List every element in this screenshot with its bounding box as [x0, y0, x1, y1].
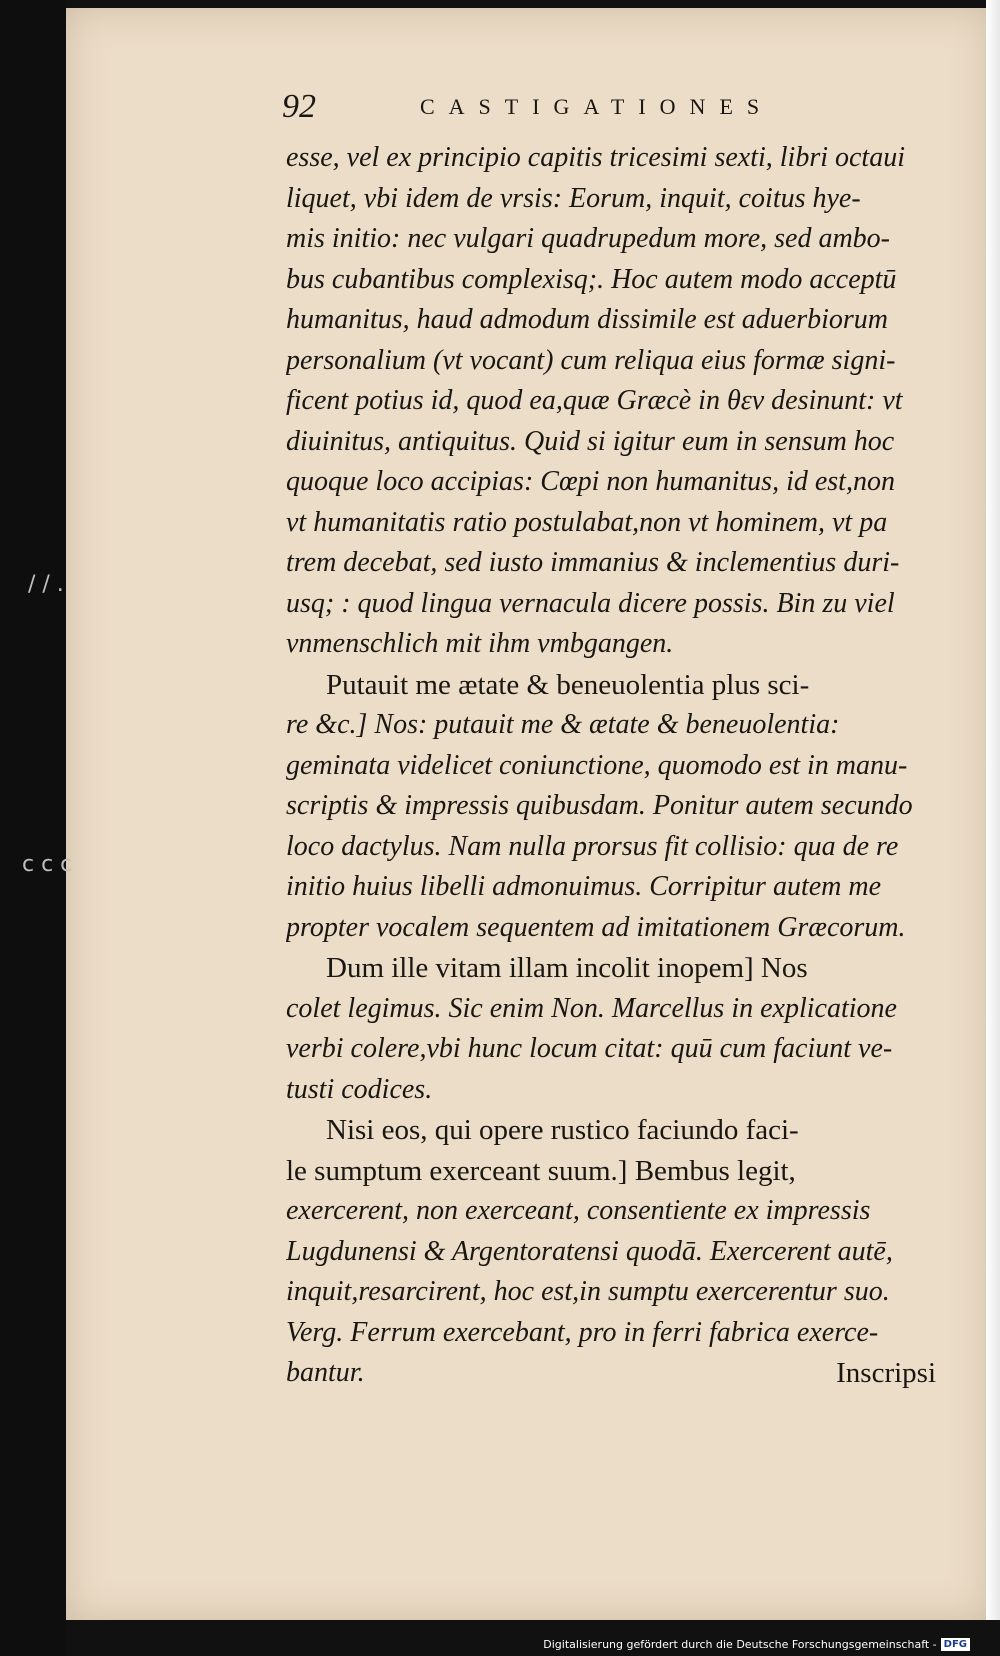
running-head: CASTIGATIONES: [420, 94, 774, 119]
text-line: Verg. Ferrum exercebant, pro in ferri fabrica exerce-: [286, 1316, 879, 1348]
page-number: 92: [282, 88, 316, 125]
text-line: Lugdunensi & Argentoratensi quodā. Exercerent autē,: [286, 1235, 893, 1267]
lemma-line: Putauit me ætate & beneuolentia plus sci-: [326, 668, 810, 701]
text-line: scriptis & impressis quibusdam. Ponitur autem secundo: [286, 790, 913, 821]
text-line: diuinitus, antiquitus. Quid si igitur eum in sensum hoc: [286, 425, 895, 457]
text-line: initio huius libelli admonuimus. Corripitur autem me: [286, 871, 882, 902]
lemma-line: Nisi eos, qui opere rustico faciundo faci-: [326, 1114, 799, 1146]
lemma-line: le sumptum exerceant suum.] Bembus legit,: [286, 1154, 796, 1187]
text-line: loco dactylus. Nam nulla prorsus fit collisio: qua de re: [286, 830, 899, 862]
text-line: vnmenschlich mit ihm vmbgangen.: [286, 628, 674, 659]
dfg-logo: DFG: [941, 1638, 970, 1651]
text-line: usq; : quod lingua vernacula dicere possis. Bin zu viel: [286, 587, 895, 619]
scan-artifact: c c c: [22, 852, 73, 877]
text-line: trem decebat, sed iusto immanius & inclementius duri-: [286, 547, 900, 578]
text-line: tusti codices.: [286, 1073, 433, 1105]
scan-artifact: / / .: [28, 572, 64, 597]
text-line: bantur.: [286, 1357, 365, 1388]
page-body: [286, 138, 986, 1394]
scan-left-margin: [0, 0, 66, 1656]
lemma-line: Dum ille vitam illam incolit inopem] Nos: [326, 952, 808, 984]
text-line: geminata videlicet coniunctione, quomodo est in manu-: [286, 749, 908, 781]
catchword: Inscripsi: [836, 1357, 936, 1389]
text-line: liquet, vbi idem de vrsis: Eorum, inquit, coitus hye-: [286, 182, 861, 214]
text-line: colet legimus. Sic enim Non. Marcellus in explicatione: [286, 992, 897, 1024]
text-line: quoque loco accipias: Cœpi non humanitus, id est,non: [286, 466, 895, 497]
text-line: re &c.] Nos: putauit me & ætate & beneuolentia:: [286, 709, 840, 740]
text-line: inquit,resarcirent, hoc est,in sumptu exercerentur suo.: [286, 1276, 890, 1307]
text-line: vt humanitatis ratio postulabat,non vt hominem, vt pa: [286, 506, 888, 538]
text-line: exercerent, non exerceant, consentiente ex impressis: [286, 1195, 871, 1226]
text-line: humanitus, haud admodum dissimile est aduerbiorum: [286, 304, 888, 335]
text-line: verbi colere,vbi hunc locum citat: quū cum faciunt ve-: [286, 1033, 893, 1064]
digitization-credit: [543, 1634, 970, 1654]
text-line: propter vocalem sequentem ad imitationem Græcorum.: [286, 911, 906, 943]
text-line: bus cubantibus complexisq;. Hoc autem modo acceptū: [286, 263, 897, 295]
text-line: esse, vel ex principio capitis tricesimi sexti, libri octaui: [286, 142, 905, 173]
page-edge: [986, 0, 1000, 1620]
text-line: personalium (vt vocant) cum reliqua eius formæ signi-: [286, 344, 896, 376]
text-line: ficent potius id, quod ea,quæ Græcè in θεν desinunt: vt: [286, 385, 903, 416]
page-header: [282, 88, 842, 128]
text-line: mis initio: nec vulgari quadrupedum more, sed ambo-: [286, 223, 890, 254]
credit-text: Digitalisierung gefördert durch die Deutsche Forschungsgemeinschaft -: [543, 1637, 937, 1651]
